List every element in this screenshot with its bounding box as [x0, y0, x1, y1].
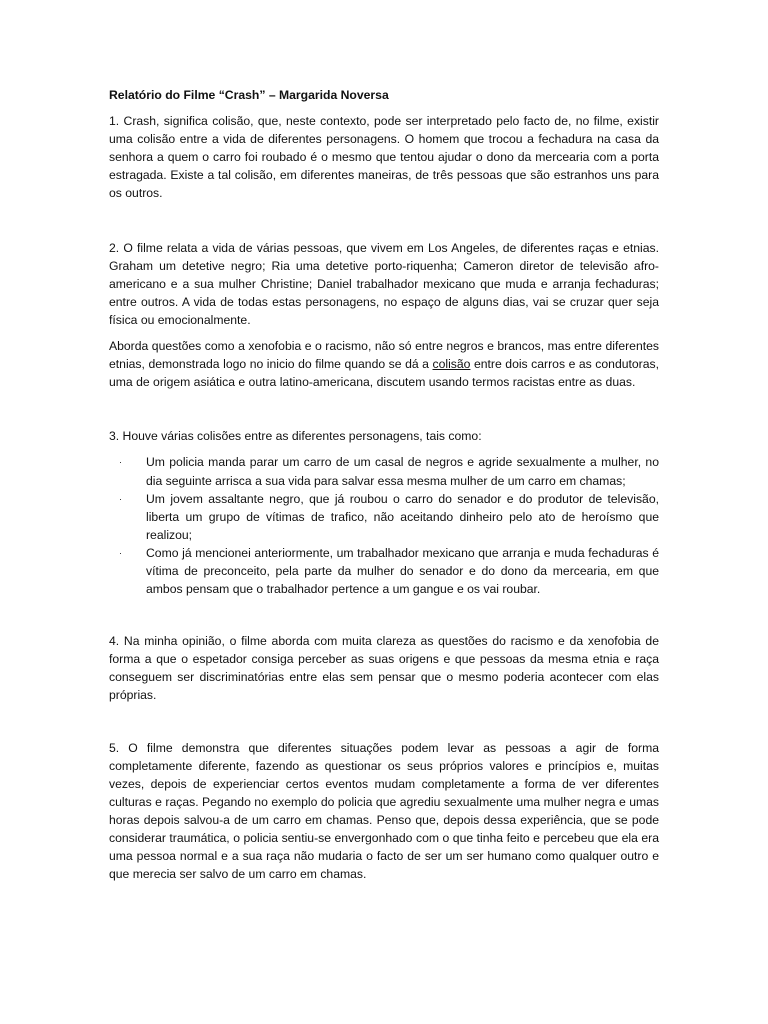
section-1-paragraph: 1. Crash, significa colisão, que, neste contexto, pode ser interpretado pelo facto de, no filme, existir uma colisão entre a vida de diferentes personagens. O homem que trocou a fechadura na casa da senhora a quem o carro foi roubado é o mesmo que tentou ajudar o dono da mercearia com a porta estragada. Existe a tal colisão, em diferentes maneiras, de três pessoas que são estranhos uns para os outros.	[109, 114, 659, 201]
section-2b-paragraph	[109, 337, 659, 391]
bullet-marker: ·	[119, 457, 122, 468]
underlined-word-colisao: colisão	[432, 357, 471, 372]
section-4-paragraph: 4. Na minha opinião, o filme aborda com muita clareza as questões do racismo e da xenofobia de forma a que o espetador consiga perceber as suas origens e que pessoas da mesma etnia e raça conseguem ser discriminatórias entre elas sem pensar que o mesmo poderia acontecer com elas próprias.	[109, 634, 659, 703]
bullet-item	[109, 490, 659, 544]
section-2b-text-after: entre dois carros e as condutoras, uma de origem asiática e outra latino-americana, discutem usando termos racistas entre as duas.	[109, 357, 659, 390]
document-title: Relatório do Filme “Crash” – Margarida Noversa	[109, 88, 389, 102]
bullet-text: Como já mencionei anteriormente, um trabalhador mexicano que arranja e muda fechaduras é vítima de preconceito, pela parte da mulher do senador e do dono da mercearia, em que ambos pensam que o trabalhador pertence a um gangue e os vai roubar.	[146, 545, 659, 597]
bullet-marker: ·	[119, 547, 122, 558]
document-page	[109, 86, 659, 883]
section-5-paragraph: 5. O filme demonstra que diferentes situações podem levar as pessoas a agir de forma completamente diferente, fazendo as questionar os seus próprios valores e princípios e, muitas vezes, depois de experienciar certos eventos mudam completamente a forma de ver diferentes culturas e raças. Pegando no exemplo do policia que agrediu sexualmente uma mulher negra e umas horas depois salvou-a de um carro em chamas. Penso que, depois dessa experiência, que se pode considerar traumática, o policia sentiu-se envergonhado com o que tinha feito e percebeu que ela era uma pessoa normal e a sua raça não mudaria o facto de ser um ser humano como qualquer outro e que merecia ser salvo de um carro em chamas.	[109, 740, 659, 882]
section-3-intro: 3. Houve várias colisões entre as diferentes personagens, tais como:	[109, 429, 482, 444]
bullet-text: Um jovem assaltante negro, que já roubou o carro do senador e do produtor de televisão, liberta um grupo de vítimas de trafico, não aceitando dinheiro pelo ato de heroísmo que realizou;	[146, 491, 659, 542]
section-2b-text-before: Aborda questões como a xenofobia e o racismo, não só entre negros e brancos, mas entre diferentes etnias, demonstrada logo no inicio do filme quando se dá a	[109, 339, 659, 372]
collisions-bullet-list	[109, 453, 659, 598]
bullet-text: Um policia manda parar um carro de um casal de negros e agride sexualmente a mulher, no dia seguinte arrisca a sua vida para salvar essa mesma mulher de um carro em chamas;	[146, 455, 659, 488]
bullet-item	[109, 544, 659, 598]
bullet-marker: ·	[119, 493, 122, 504]
bullet-item	[109, 453, 659, 489]
section-2-paragraph: 2. O filme relata a vida de várias pessoas, que vivem em Los Angeles, de diferentes raças e etnias. Graham um detetive negro; Ria uma detetive porto-riquenha; Cameron diretor de televisão afro-americano e a sua mulher Christine; Daniel trabalhador mexicano que muda e arranja fechaduras; entre outros. A vida de todas estas personagens, no espaço de alguns dias, vai se cruzar quer seja física ou emocionalmente.	[109, 240, 659, 327]
